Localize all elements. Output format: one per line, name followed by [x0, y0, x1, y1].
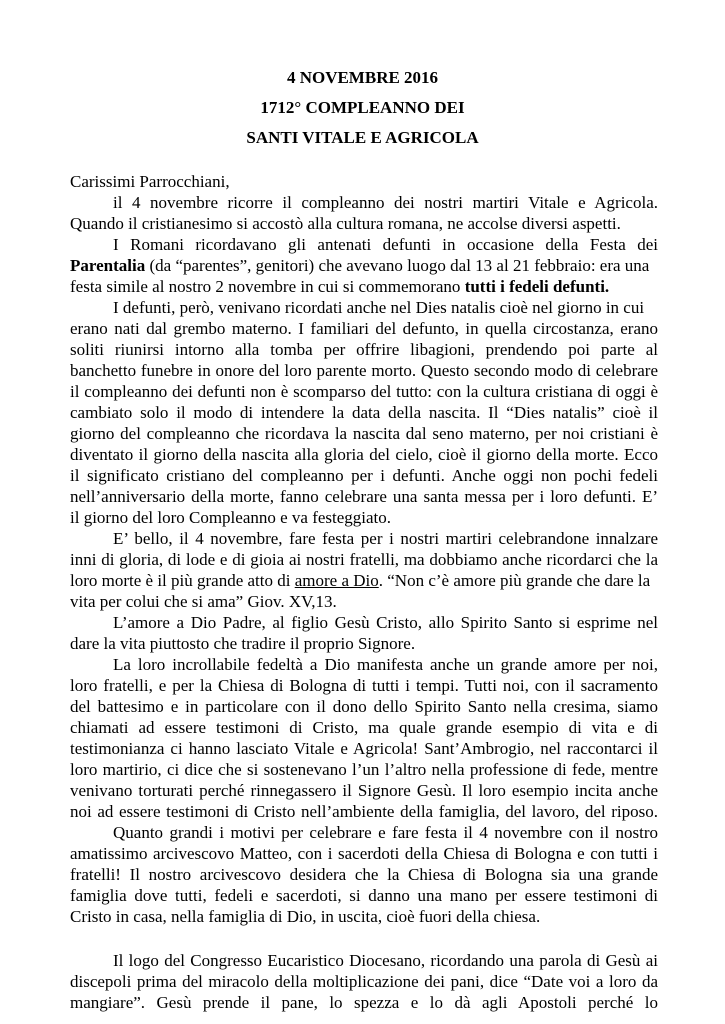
document-date: 4 NOVEMBRE 2016 — [286, 68, 439, 87]
text-line: Quanto grandi i motivi per celebrare e fare festa il 4 novembre con il nostro — [113, 823, 658, 842]
text-line: La loro incrollabile fedeltà a Dio manifesta anche un grande amore per noi, — [113, 655, 658, 674]
text-line: noi ad essere testimoni di Cristo nell’ambiente della famiglia, del lavoro, del riposo. — [70, 802, 658, 821]
text-line: inni di gloria, di lode e di gioia ai nostri fratelli, ma dobbiamo anche ricordarci che la — [70, 550, 658, 569]
text-line: il 4 novembre ricorre il compleanno dei nostri martiri Vitale e Agricola. — [113, 193, 658, 212]
document-title: SANTI VITALE E AGRICOLA — [246, 128, 479, 147]
text-line: Il logo del Congresso Eucaristico Diocesano, ricordando una parola di Gesù ai — [113, 951, 658, 970]
text-line: Cristo in casa, nella famiglia di Dio, in uscita, cioè fuori della chiesa. — [70, 907, 541, 926]
text-line — [70, 570, 658, 592]
text-line: L’amore a Dio Padre, al figlio Gesù Cristo, allo Spirito Santo si esprime nel — [113, 613, 658, 632]
bold-term: Parentalia — [70, 256, 146, 275]
text-line: erano nati dal grembo materno. I familiari del defunto, in quella circostanza, erano — [70, 319, 658, 338]
text-span: loro morte è il più grande atto di — [70, 571, 295, 590]
text-line — [70, 276, 658, 298]
text-line: banchetto funebre in onore del loro parente morto. Questo secondo modo di celebrare — [70, 361, 658, 380]
text-line: dare la vita piuttosto che tradire il proprio Signore. — [70, 634, 416, 653]
text-line: cambiato solo il modo di intendere la data della nascita. Il “Dies natalis” cioè il — [70, 403, 658, 422]
text-line: nell’anniversario della morte, fanno celebrare una santa messa per i loro defunti. E’ — [70, 487, 658, 506]
salutation: Carissimi Parrocchiani, — [70, 172, 230, 191]
text-line: loro fratelli, e per la Chiesa di Bologna di tutti i tempi. Tutti noi, con il sacramento — [70, 676, 658, 695]
text-line: I defunti, però, venivano ricordati anche nel Dies natalis cioè nel giorno in cui — [113, 298, 645, 317]
text-line: I Romani ricordavano gli antenati defunti in occasione della Festa dei — [113, 235, 658, 254]
underlined-phrase: amore a Dio — [294, 571, 379, 590]
text-line: mangiare”. Gesù prende il pane, lo spezza e lo dà agli Apostoli perché lo — [70, 993, 658, 1012]
text-line: loro martirio, ci dice che si sostenevano l’un l’altro nella professione di fede, mentre — [70, 760, 658, 779]
text-line: venivano torturati perché rinnegassero il Signore Gesù. Il loro esempio incita anche — [70, 781, 658, 800]
bold-phrase: tutti i fedeli defunti. — [464, 277, 610, 296]
text-line — [70, 255, 658, 277]
text-line: il significato cristiano del compleanno per i defunti. Anche oggi non pochi fedeli — [70, 466, 658, 485]
text-line: vita per colui che si ama” Giov. XV,13. — [70, 592, 337, 611]
text-line: amatissimo arcivescovo Matteo, con i sacerdoti della Chiesa di Bologna e con tutti i — [70, 844, 658, 863]
text-line: fratelli! Il nostro arcivescovo desidera che la Chiesa di Bologna sia una grande — [70, 865, 658, 884]
text-span: . “Non c’è amore più grande che dare la — [378, 571, 651, 590]
text-line: giorno del compleanno che ricordava la nascita dal seno materno, per noi cristiani è — [70, 424, 658, 443]
text-line: testimonianza ci hanno lasciato Vitale e Agricola! Sant’Ambrogio, nel raccontarci il — [70, 739, 658, 758]
document-subtitle: 1712° COMPLEANNO DEI — [260, 98, 465, 117]
text-line: discepoli prima del miracolo della moltiplicazione dei pani, dice “Date voi a loro da — [70, 972, 658, 991]
text-line: il giorno del loro Compleanno e va festeggiato. — [70, 508, 392, 527]
text-line: chiamati ad essere testimoni di Cristo, ma quale grande esempio di vita e di — [70, 718, 658, 737]
text-line: Quando il cristianesimo si accostò alla cultura romana, ne accolse diversi aspetti. — [70, 214, 621, 233]
text-line: soliti riunirsi intorno alla tomba per offrire libagioni, prendendo poi parte al — [70, 340, 658, 359]
text-line: del battesimo e in particolare con il dono dello Spirito Santo nella cresima, siamo — [70, 697, 658, 716]
text-line: famiglia dove tutti, fedeli e sacerdoti, si danno una mano per essere testimoni di — [70, 886, 658, 905]
text-line: E’ bello, il 4 novembre, fare festa per i nostri martiri celebrandone innalzare — [113, 529, 658, 548]
text-span: festa simile al nostro 2 novembre in cui si commemorano — [70, 277, 465, 296]
text-line: il compleanno dei defunti non è scomparso del tutto: con la cultura cristiana di oggi è — [70, 382, 658, 401]
text-line: diventato il giorno della nascita alla gloria del cielo, cioè il giorno della morte. Ecco — [70, 445, 658, 464]
text-span: (da “parentes”, genitori) che avevano luogo dal 13 al 21 febbraio: era una — [145, 256, 650, 275]
